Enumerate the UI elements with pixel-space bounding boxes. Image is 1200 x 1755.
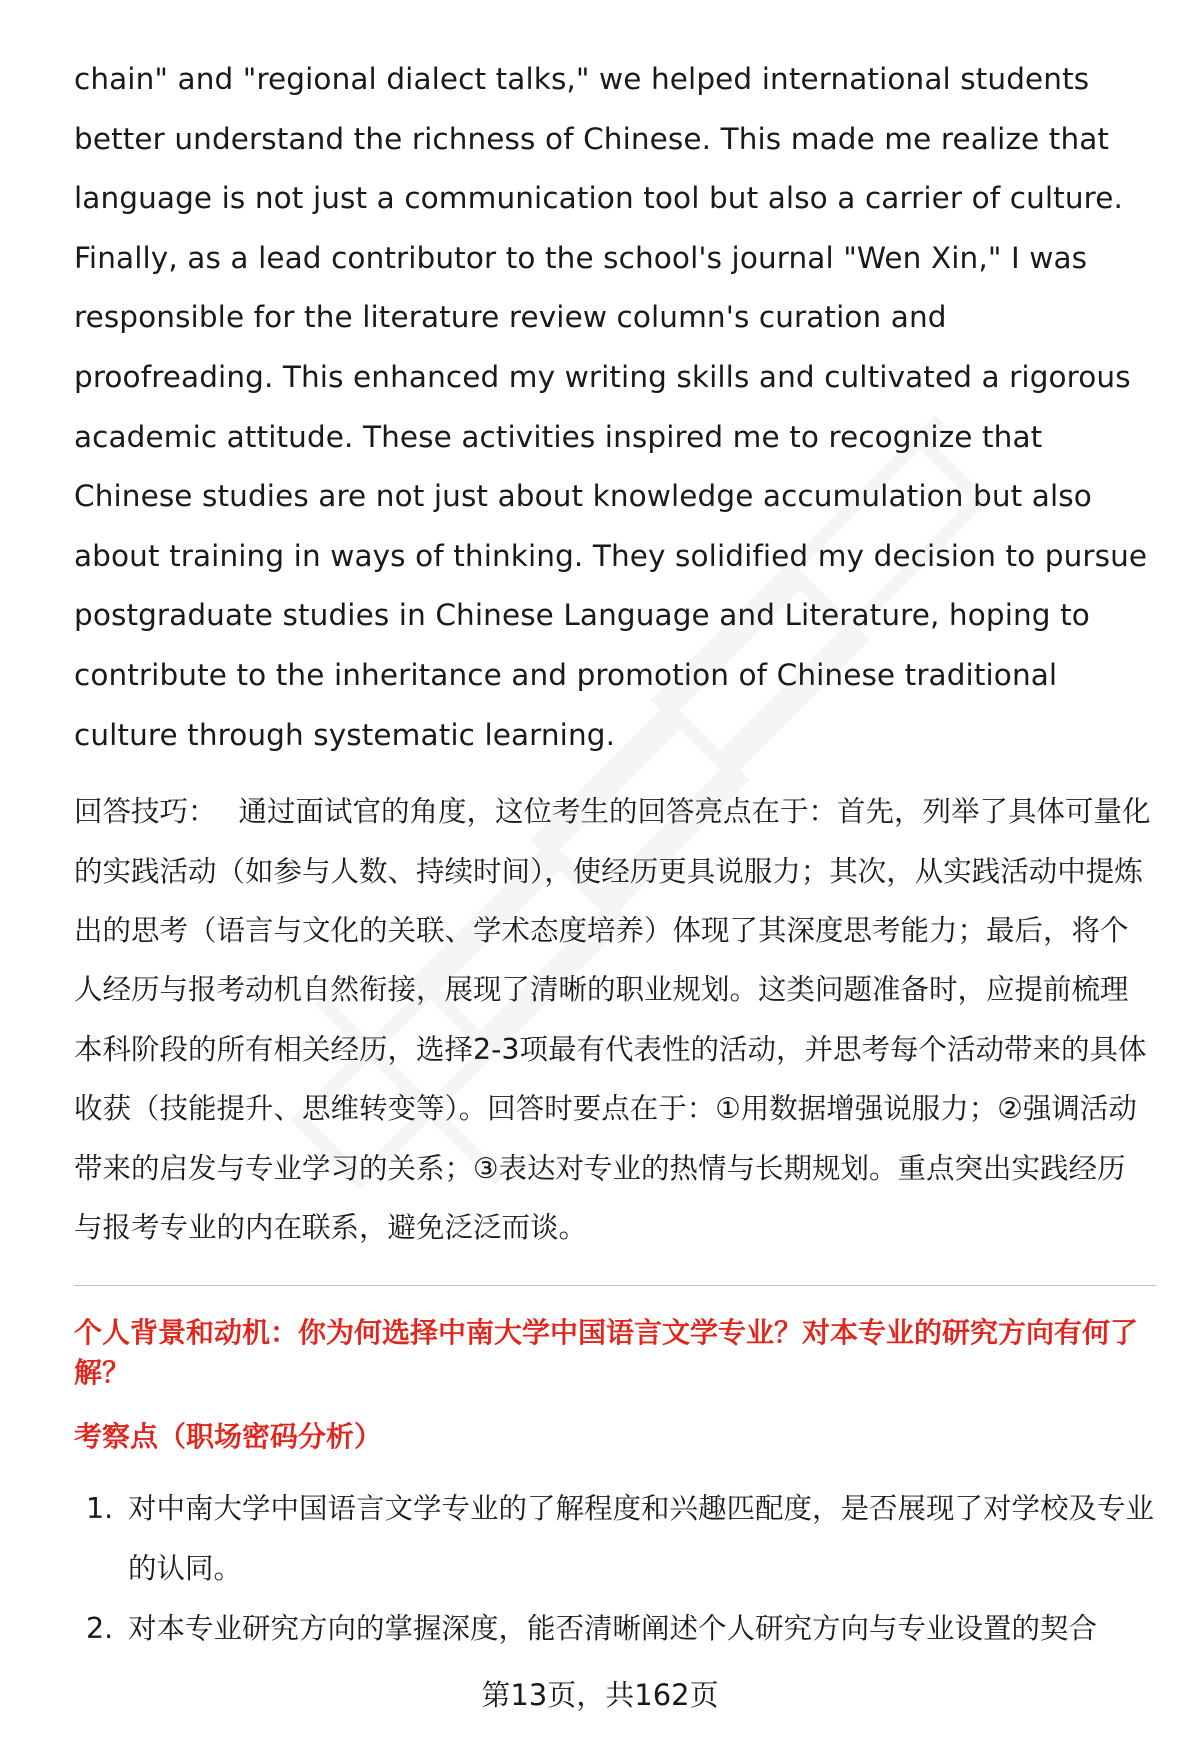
assessment-points-list — [74, 1479, 1154, 1659]
section-divider — [74, 1285, 1156, 1286]
list-item — [74, 1479, 1154, 1599]
question-subtitle: 考察点（职场密码分析） — [74, 1420, 383, 1454]
answer-tip-label: 回答技巧： — [74, 795, 217, 829]
list-item-number: 1. — [86, 1492, 114, 1526]
english-answer-paragraph: chain" and "regional dialect talks," we helped international students better understand the richness of Chinese. This made me realize that language is not just a communication tool but also a carrier of culture. Finally, as a lead contributor to the school's journal "Wen Xin," I was responsible for the literature review column's curation and proofreading. This enhanced my writing skills and cultivated a rigorous academic attitude. These activities inspired me to recognize that Chinese studies are not just about knowledge accumulation but also about training in ways of thinking. They solidified my decision to pursue postgraduate studies in Chinese Language and Literature, hoping to contribute to the inheritance and promotion of Chinese traditional culture through systematic learning. — [74, 62, 1148, 752]
document-page — [74, 50, 1154, 1659]
list-item-number: 2. — [86, 1612, 114, 1646]
answer-tip — [74, 782, 1154, 1257]
list-item-text: 对本专业研究方向的掌握深度，能否清晰阐述个人研究方向与专业设置的契合 — [128, 1612, 1098, 1646]
question-title: 个人背景和动机：你为何选择中南大学中国语言文学专业？对本专业的研究方向有何了解？ — [74, 1316, 1139, 1390]
list-item — [74, 1599, 1154, 1659]
list-item-text: 对中南大学中国语言文学专业的了解程度和兴趣匹配度，是否展现了对学校及专业的认同。 — [128, 1492, 1155, 1586]
answer-tip-text: 通过面试官的角度，这位考生的回答亮点在于：首先，列举了具体可量化的实践活动（如参与人数、持续时间），使经历更具说服力；其次，从实践活动中提炼出的思考（语言与文化的关联、学术态度培养）体现了其深度思考能力；最后，将个人经历与报考动机自然衔接，展现了清晰的职业规划。这类问题准备时，应提前梳理本科阶段的所有相关经历，选择2-3项最有代表性的活动，并思考每个活动带来的具体收获（技能提升、思维转变等）。回答时要点在于：①用数据增强说服力；②强调活动带来的启发与专业学习的关系；③表达对专业的热情与长期规划。重点突出实践经历与报考专业的内在联系，避免泛泛而谈。 — [74, 795, 1151, 1244]
page-number-footer: 第13页，共162页 — [481, 1678, 719, 1712]
